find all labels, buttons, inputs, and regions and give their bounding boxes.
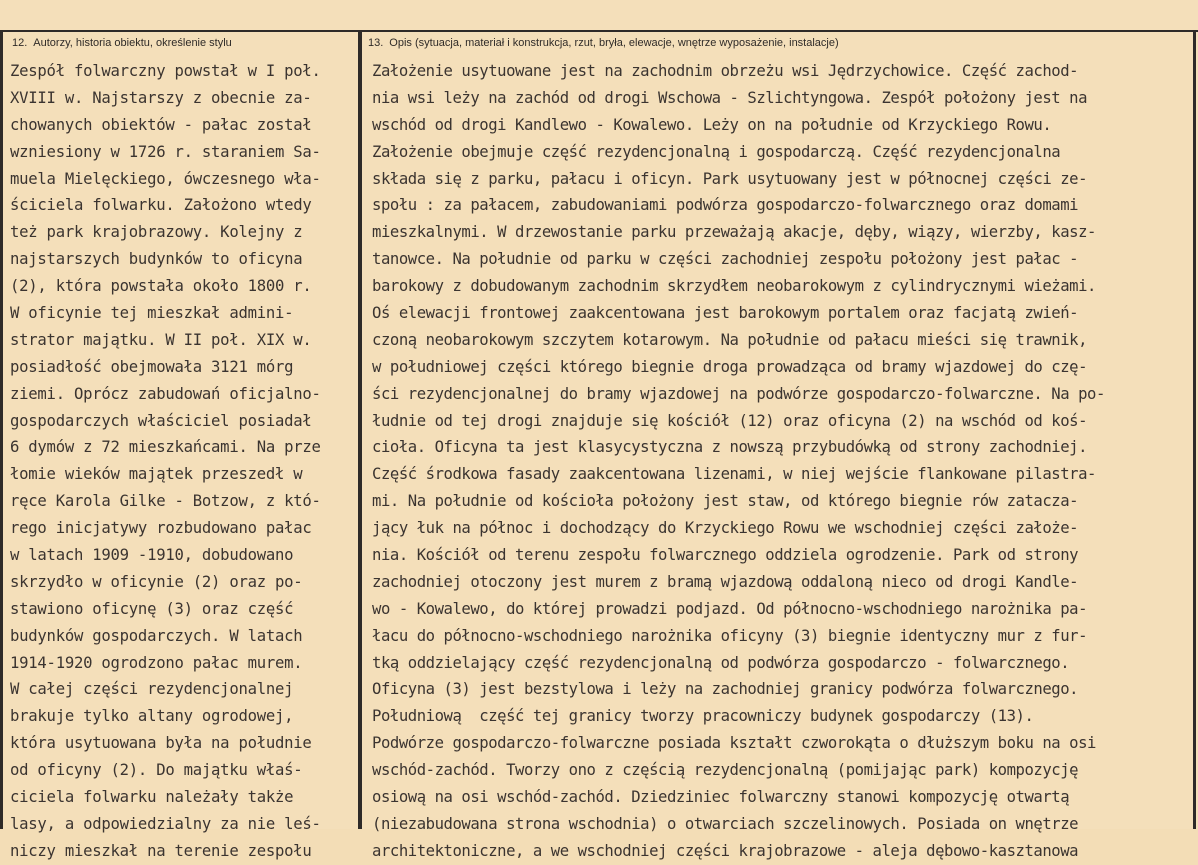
section-13-text-line: osiową na osi wschód-zachód. Dziedziniec folwarczny stanowi kompozycję otwartą	[372, 788, 1070, 807]
section-13-text-line: Południową część tej granicy tworzy pracowniczy budynek gospodarczy (13).	[372, 707, 1034, 726]
section-12-text-line: 1914-1920 ogrodzono pałac murem.	[10, 653, 303, 672]
section-13-text-line: nia wsi leży na zachód od drogi Wschowa - Szlichtyngowa. Zespół położony jest na	[372, 88, 1088, 107]
section-12-text-line: stawiono oficynę (3) oraz część	[10, 599, 294, 618]
section-13-text-line: barokowy z dobudowanym zachodnim skrzydłem neobarokowym z cylindrycznymi wieżami.	[372, 277, 1096, 296]
section-12-text-line: 6 dymów z 72 mieszkańcami. Na prze	[10, 438, 321, 457]
section-12-text-line: w latach 1909 -1910, dobudowano	[10, 546, 294, 565]
section-13-text-line: Założenie usytuowane jest na zachodnim obrzeżu wsi Jędrzychowice. Część zachod-	[372, 62, 1079, 80]
section-13-text-line: (niezabudowana strona wschodnia) o otwarciach szczelinowych. Posiada on wnętrze	[372, 814, 1079, 833]
section-13-number: 13.	[368, 37, 384, 49]
section-12-text-line: Zespół folwarczny powstał w I poł.	[10, 62, 321, 80]
section-12-text-line: gospodarczych właściciel posiadał	[10, 411, 312, 430]
section-13-text-line: wo - Kowalewo, do której prowadzi podjazd. Od północno-wschodniego narożnika pa-	[372, 599, 1088, 618]
section-12-text-line: ręce Karola Gilke - Botzow, z któ-	[10, 492, 321, 511]
section-12-text-line: rego inicjatywy rozbudowano pałac	[10, 519, 312, 538]
section-12-text-line: strator majątku. W II poł. XIX w.	[10, 330, 312, 349]
section-12-text-line: łomie wieków majątek przeszedł w	[10, 465, 303, 484]
section-13-text-line: Oficyna (3) jest bezstylowa i leży na zachodniej granicy podwórza folwarcznego.	[372, 680, 1079, 699]
section-12-text-line: (2), która powstała około 1800 r.	[10, 277, 312, 296]
section-12-text-line: ziemi. Oprócz zabudowań oficjalno-	[10, 384, 321, 403]
section-13-text-line: tką oddzielający część rezydencjonalną od podwórza gospodarczo - folwarcznego.	[372, 653, 1070, 672]
section-12-text	[10, 58, 355, 865]
section-12-text-line: też park krajobrazowy. Kolejny z	[10, 223, 303, 242]
section-12-text-line: niczy mieszkał na terenie zespołu	[10, 841, 312, 860]
section-13-text-line: architektoniczne, a we wschodniej części krajobrazowe - aleja dębowo-kasztanowa	[372, 841, 1079, 860]
section-13-text-line: ści rezydencjonalnej do bramy wjazdowej na podwórze gospodarczo-folwarczne. Na po-	[372, 384, 1105, 403]
section-13-text	[372, 58, 1187, 865]
section-13-text-line: tanowce. Na południe od parku w części zachodniej zespołu położony jest pałac -	[372, 250, 1079, 269]
section-13-text-line: wschód od drogi Kandlewo - Kowalewo. Leży on na południe od Krzyckiego Rowu.	[372, 115, 1052, 134]
section-13-text-line: społu : za pałacem, zabudowaniami podwórza gospodarczo-folwarcznego oraz domami	[372, 196, 1079, 215]
section-13-text-line: w południowej części którego biegnie droga prowadząca od bramy wjazdowej do czę-	[372, 357, 1088, 376]
section-12-text-line: od oficyny (2). Do majątku właś-	[10, 761, 303, 780]
section-13-text-line: Oś elewacji frontowej zaakcentowana jest barokowym portalem oraz facjatą zwień-	[372, 304, 1079, 323]
section-13-text-line: czoną neobarokowym szczytem kotarowym. Na południe od pałacu mieści się trawnik,	[372, 330, 1088, 349]
section-12-text-line: W całej części rezydencjonalnej	[10, 680, 294, 699]
section-13-text-line: Podwórze gospodarczo-folwarczne posiada kształt czworokąta o dłuższym boku na osi	[372, 734, 1096, 753]
right-rule	[1193, 30, 1196, 829]
section-12-text-line: skrzydło w oficynie (2) oraz po-	[10, 572, 303, 591]
section-12-text-line: lasy, a odpowiedzialny za nie leś-	[10, 814, 321, 833]
section-13-text-line: mieszkalnymi. W drzewostanie parku przeważają akacje, dęby, wiązy, wierzby, kasz-	[372, 223, 1096, 242]
section-12-text-line: wzniesiony w 1726 r. staraniem Sa-	[10, 142, 321, 161]
section-13-text-line: Część środkowa fasady zaakcentowana lizenami, w niej wejście flankowane pilastra-	[372, 465, 1096, 484]
section-12-text-line: ciciela folwarku należały także	[10, 788, 294, 807]
column-divider	[358, 30, 362, 829]
section-13-text-line: łudnie od tej drogi znajduje się kościół (12) oraz oficyna (2) na wschód od koś-	[372, 411, 1088, 430]
section-12-text-line: posiadłość obejmowała 3121 mórg	[10, 357, 294, 376]
section-13-text-line: jący łuk na północ i dochodzący do Krzyckiego Rowu we wschodniej części założe-	[372, 519, 1079, 538]
section-13-title: Opis (sytuacja, materiał i konstrukcja, rzut, bryła, elewacje, wnętrze wyposażenie, instalacje)	[389, 37, 839, 49]
section-13-text-line: składa się z parku, pałacu i oficyn. Park usytuowany jest w północnej części ze-	[372, 169, 1088, 188]
section-12-number: 12.	[12, 37, 28, 49]
section-13-text-line: cioła. Oficyna ta jest klasycystyczna z nowszą przybudówką od strony zachodniej.	[372, 438, 1088, 457]
section-12-text-line: brakuje tylko altany ogrodowej,	[10, 707, 294, 726]
section-13-text-line: zachodniej otoczony jest murem z bramą wjazdową oddaloną nieco od drogi Kandle-	[372, 572, 1079, 591]
section-12-text-line: budynków gospodarczych. W latach	[10, 626, 303, 645]
section-12-text-line: ściciela folwarku. Założono wtedy	[10, 196, 312, 215]
section-12-text-line: muela Mielęckiego, ówczesnego wła-	[10, 169, 321, 188]
section-13-text-line: mi. Na południe od kościoła położony jest staw, od którego biegnie rów zatacza-	[372, 492, 1079, 511]
section-12-text-line: która usytuowana była na południe	[10, 734, 312, 753]
left-rule	[0, 30, 3, 829]
section-12-text-line: najstarszych budynków to oficyna	[10, 250, 303, 269]
section-13-text-line: wschód-zachód. Tworzy ono z częścią rezydencjonalną (pomijając park) kompozycję	[372, 761, 1079, 780]
section-13-heading	[368, 37, 839, 49]
section-12-text-line: XVIII w. Najstarszy z obecnie za-	[10, 88, 312, 107]
section-13-text-line: łacu do północno-wschodniego narożnika oficyny (3) biegnie identyczny mur z fur-	[372, 626, 1088, 645]
top-rule	[0, 30, 1198, 32]
section-13-text-line: Założenie obejmuje część rezydencjonalną i gospodarczą. Część rezydencjonalna	[372, 142, 1061, 161]
section-12-text-line: W oficynie tej mieszkał admini-	[10, 304, 294, 323]
section-12-heading	[12, 37, 232, 49]
section-12-title: Autorzy, historia obiektu, określenie stylu	[33, 37, 232, 49]
section-12-text-line: chowanych obiektów - pałac został	[10, 115, 312, 134]
section-13-text-line: nia. Kościół od terenu zespołu folwarcznego oddziela ogrodzenie. Park od strony	[372, 546, 1079, 565]
